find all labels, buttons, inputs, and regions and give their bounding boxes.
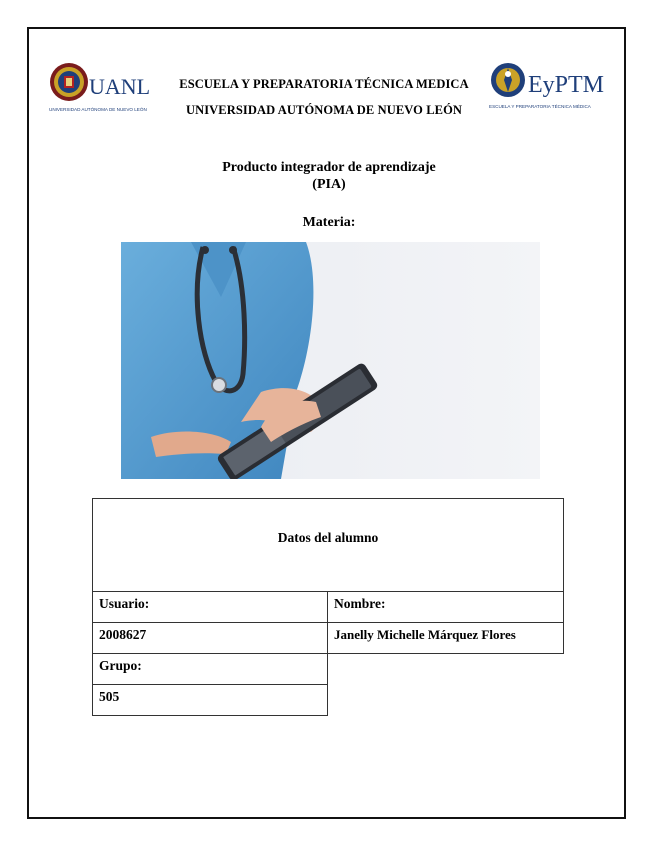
nombre-label: Nombre:: [327, 591, 564, 623]
grupo-label: Grupo:: [92, 653, 328, 685]
eyptm-logo-text: EyPTM: [528, 72, 605, 98]
subject-label: Materia:: [302, 215, 356, 230]
school-name: ESCUELA Y PREPARATORIA TÉCNICA MEDICA: [179, 77, 469, 91]
medical-photo: [121, 242, 540, 479]
nombre-value: Janelly Michelle Márquez Flores: [327, 622, 564, 654]
eyptm-logo: [488, 60, 614, 116]
grupo-value: 505: [92, 684, 328, 716]
student-table-title: Datos del alumno: [277, 530, 379, 545]
uanl-logo-text: UANL: [89, 74, 151, 99]
document-title: Producto integrador de aprendizaje: [222, 160, 436, 175]
university-name: UNIVERSIDAD AUTÓNOMA DE NUEVO LEÓN: [185, 103, 463, 117]
uanl-logo-caption: UNIVERSIDAD AUTÓNOMA DE NUEVO LEÓN: [49, 107, 147, 112]
usuario-value: 2008627: [92, 622, 328, 654]
usuario-label: Usuario:: [92, 591, 328, 623]
eyptm-logo-caption: ESCUELA Y PREPARATORIA TÉCNICA MÉDICA: [489, 104, 591, 109]
uanl-logo: [47, 60, 165, 116]
document-subtitle: (PIA): [312, 177, 346, 192]
